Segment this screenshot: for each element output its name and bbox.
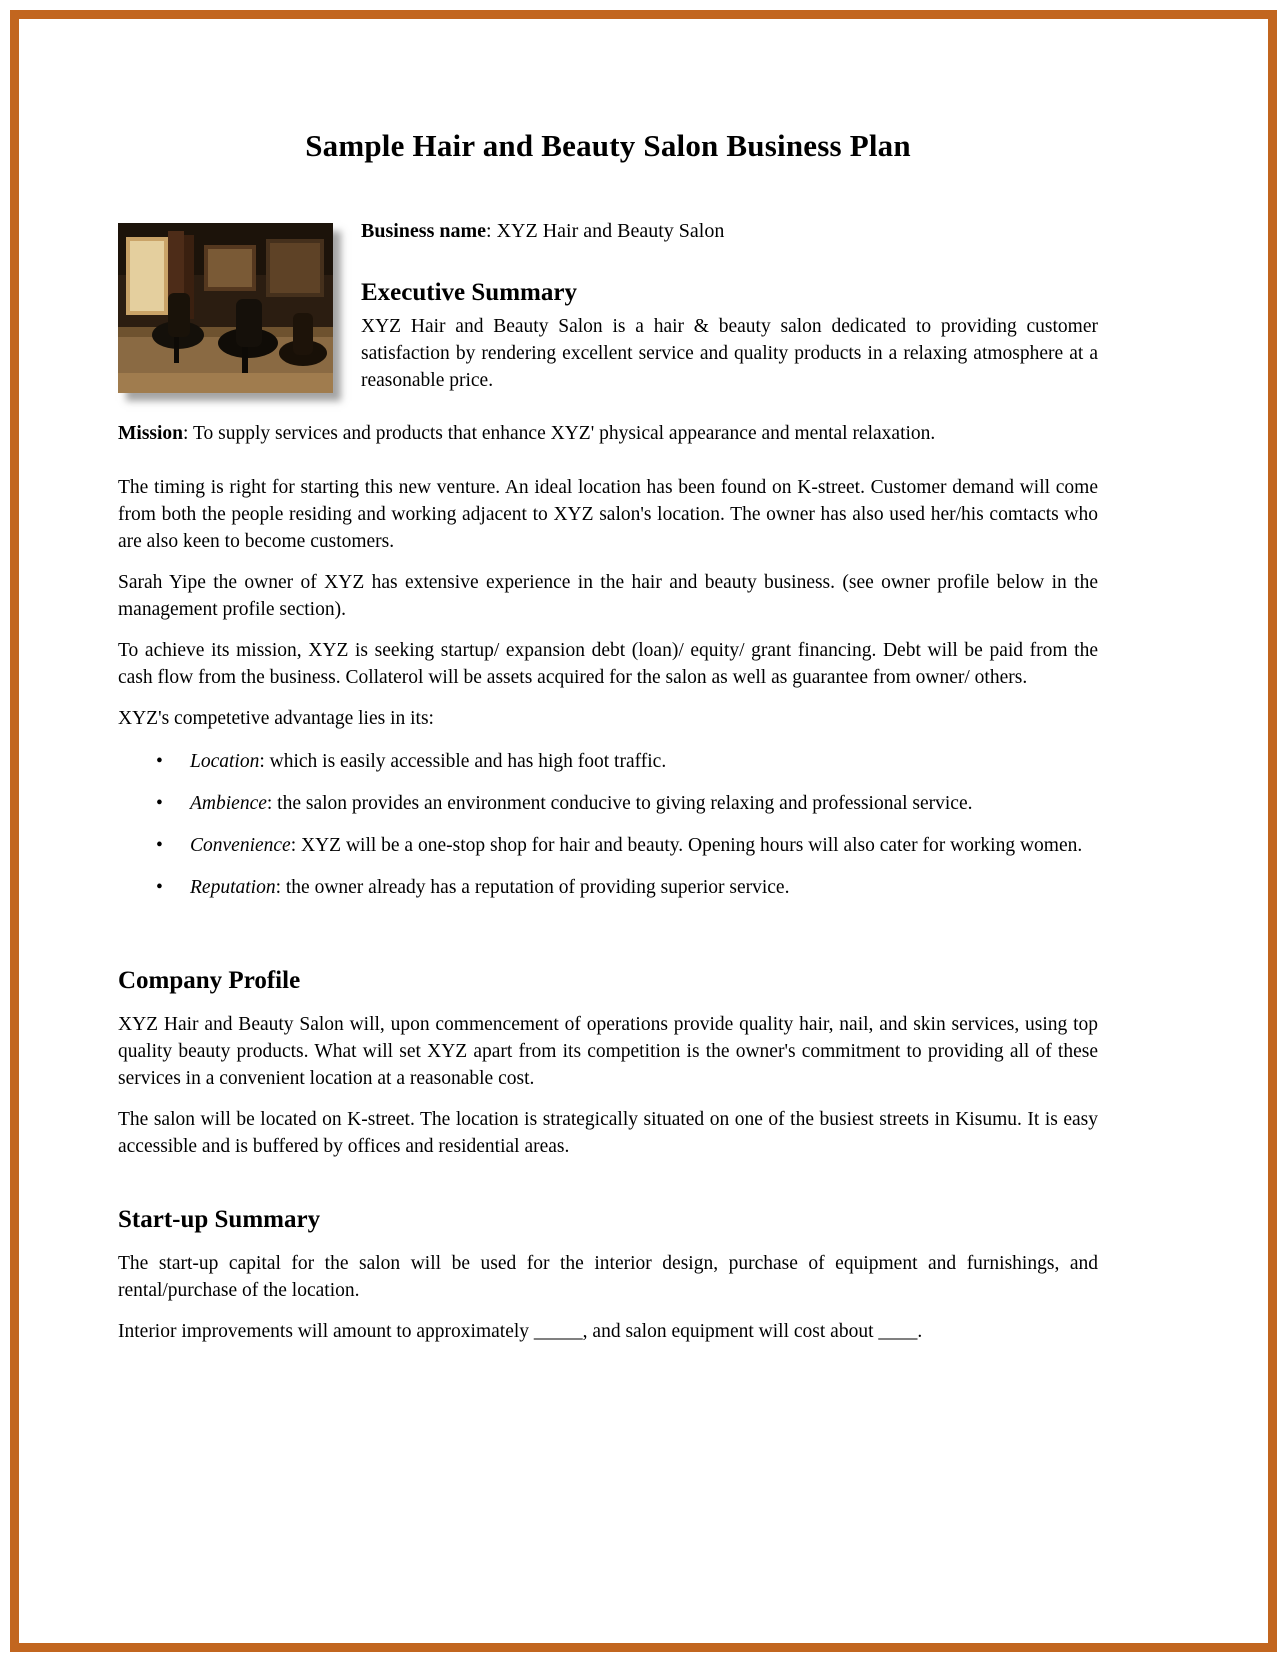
paragraph-timing: The timing is right for starting this new venture. An ideal location has been found on K-street. Customer demand will come from both the people residing and working adjacent to XYZ salon's location. The owner has also used her/his comtacts who are also keen to become customers. (118, 477, 1098, 552)
paragraph-financing: To achieve its mission, XYZ is seeking startup/ expansion debt (loan)/ equity/ grant financing. Debt will be paid from the cash flow from the business. Collaterol will be assets acquired for the salon as well as guarantee from owner/ others. (118, 640, 1098, 688)
advantage-text: : the owner already has a reputation of providing superior service. (275, 877, 790, 898)
company-profile-paragraph-2: The salon will be located on K-street. The location is strategically situated on one of the busiest streets in Kisumu. It is easy accessible and is buffered by offices and residential areas. (118, 1109, 1098, 1157)
advantage-text: : the salon provides an environment conducive to giving relaxing and professional service. (266, 793, 973, 814)
mission-paragraph (118, 420, 1098, 447)
mission-label: Mission (118, 423, 184, 444)
list-item-convenience (118, 832, 1098, 859)
company-profile-paragraph-1: XYZ Hair and Beauty Salon will, upon commencement of operations provide quality hair, nail, and skin services, using top quality beauty products. What will set XYZ apart from its competition is the owner's commitment to providing all of these services in a convenient location at a reasonable cost. (118, 1014, 1098, 1089)
header-row (118, 220, 1098, 394)
executive-summary-heading: Executive Summary (361, 279, 577, 306)
executive-summary-body: XYZ Hair and Beauty Salon is a hair & beauty salon dedicated to providing customer satisfaction by rendering excellent service and quality products in a relaxing atmosphere at a reasonable price. (361, 316, 1098, 391)
salon-photo-illustration (118, 223, 333, 393)
startup-summary-heading: Start-up Summary (118, 1206, 321, 1233)
list-item-reputation (118, 874, 1098, 901)
list-item-ambience (118, 790, 1098, 817)
advantage-text: : which is easily accessible and has high foot traffic. (259, 751, 667, 772)
advantages-list (118, 748, 1098, 901)
advantage-intro: XYZ's competetive advantage lies in its: (118, 708, 434, 729)
business-name-label: Business name (361, 220, 487, 242)
advantage-text: : XYZ will be a one-stop shop for hair and beauty. Opening hours will also cater for working women. (290, 835, 1083, 856)
header-text (361, 220, 1098, 394)
paragraph-owner-experience: Sarah Yipe the owner of XYZ has extensive experience in the hair and beauty business. (see owner profile below in the management profile section). (118, 572, 1098, 620)
business-name-value: : XYZ Hair and Beauty Salon (486, 220, 725, 242)
list-item-location (118, 748, 1098, 775)
document-title: Sample Hair and Beauty Salon Business Plan (305, 128, 911, 163)
salon-photo (118, 223, 333, 393)
advantage-term: Location (190, 751, 260, 772)
business-name-line (361, 220, 1098, 243)
startup-summary-paragraph-2: Interior improvements will amount to approximately _____, and salon equipment will cost about ____. (118, 1321, 923, 1342)
startup-summary-paragraph-1: The start-up capital for the salon will be used for the interior design, purchase of equipment and furnishings, and rental/purchase of the location. (118, 1253, 1098, 1301)
document-content (118, 0, 1098, 1345)
advantage-term: Convenience (190, 835, 291, 856)
company-profile-heading: Company Profile (118, 967, 301, 994)
advantage-term: Ambience (190, 793, 267, 814)
advantage-term: Reputation (190, 877, 276, 898)
mission-text: : To supply services and products that enhance XYZ' physical appearance and mental relaxation. (183, 423, 936, 444)
